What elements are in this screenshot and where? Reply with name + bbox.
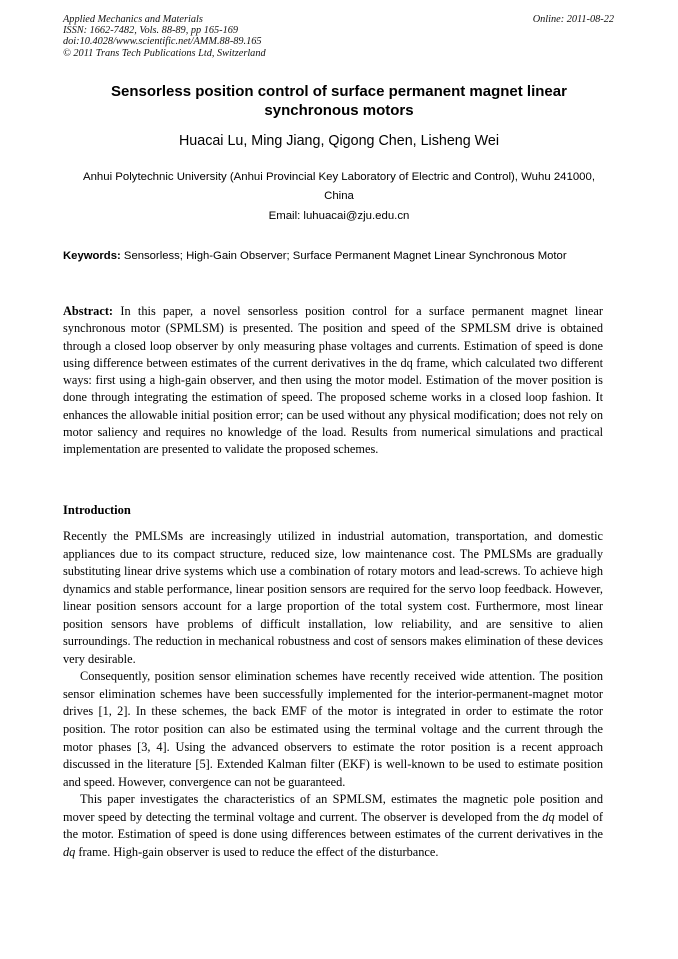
abstract — [63, 303, 603, 458]
abstract-label: Abstract: — [63, 304, 114, 318]
keywords-text: Sensorless; High-Gain Observer; Surface Permanent Magnet Linear Synchronous Motor — [120, 250, 567, 262]
keywords — [63, 248, 603, 266]
abstract-text: In this paper, a novel sensorless position control for a surface permanent magnet linear synchronous motor (SPMLSM) is presented. The position and speed of the SPMLSM drive is obtained through a closed loop observer by only measuring phase voltages and currents. Estimation of speed is done using difference between estimates of the current derivatives in the dq frame, which calculated two different ways: first using a high-gain observer, and then using the motor model. Estimation of the mover position is done through integrating the estimation of speed. The proposed scheme works in a closed loop fashion. It enhances the allowable initial position error; can be used without any physical modification; does not rely on motor saliency and requires no knowledge of the load. Results from numerical simulations and practical implementation are presented to validate the proposed schemes. — [63, 304, 603, 456]
intro-paragraph-2: Consequently, position sensor elimination schemes have recently received wide attention. The position sensor elimination schemes have been successfully implemented for the interior-permanent-magnet motor drives [1, 2]. In these schemes, the back EMF of the motor is integrated in order to estimate the rotor position. The rotor position can also be estimated using the terminal voltage and the current through the motor phases [3, 4]. Using the advanced observers to estimate the rotor position is a recent approach discussed in the literature [5]. Extended Kalman filter (EKF) is well-known to be used to estimate position and speed. However, convergence can not be guaranteed. — [63, 669, 603, 789]
intro-p3-dq-1: dq — [542, 809, 555, 824]
paper-title: Sensorless position control of surface permanent magnet linear synchronous motors — [111, 83, 567, 119]
author-list: Huacai Lu, Ming Jiang, Qigong Chen, Lisheng Wei — [178, 133, 500, 149]
introduction-body — [63, 528, 603, 861]
intro-paragraph-1: Recently the PMLSMs are increasingly utilized in industrial automation, transportation, and domestic appliances due to its compact structure, reduced size, low maintenance cost. The PMLSMs are gradually substituting linear drive systems which use a combination of rotary motors and lead-screws. To achieve high dynamics and stable performance, linear position sensors are required for the servo loop feedback. However, linear position sensors account for a large proportion of the total system cost. Furthermore, most linear position sensors have problems of difficult installation, low reliability, and are sensitive to alien surroundings. The reduction in mechanical robustness and cost of sensors makes elimination of these devices very desirable. — [63, 529, 603, 666]
copyright-line: © 2011 Trans Tech Publications Ltd, Switzerland — [63, 47, 266, 59]
publication-info — [63, 14, 266, 59]
doi-line: doi:10.4028/www.scientific.net/AMM.88-89.165 — [63, 36, 262, 48]
intro-p3-dq-2: dq — [63, 844, 76, 859]
contact-email: Email: luhuacai@zju.edu.cn — [268, 210, 410, 222]
intro-p3-part-c: frame. High-gain observer is used to reduce the effect of the disturbance. — [75, 844, 439, 859]
intro-p3-part-a: This paper investigates the characteristics of an SPMLSM, estimates the magnetic pole position and mover speed by detecting the terminal voltage and current. The observer is developed from the — [63, 792, 603, 824]
keywords-label: Keywords: — [63, 250, 121, 262]
affiliation: Anhui Polytechnic University (Anhui Provincial Key Laboratory of Electric and Control), Wuhu 241000, China — [83, 171, 595, 202]
journal-name: Applied Mechanics and Materials — [63, 14, 203, 25]
issn-line: ISSN: 1662-7482, Vols. 88-89, pp 165-169 — [63, 25, 239, 37]
online-date: Online: 2011-08-22 — [532, 14, 614, 25]
intro-paragraph-3 — [63, 791, 603, 861]
intro-p3-part-b: model of the motor. Estimation of speed is done using differences between estimates of the current derivatives in the — [63, 809, 603, 842]
section-heading-introduction: Introduction — [63, 503, 131, 517]
